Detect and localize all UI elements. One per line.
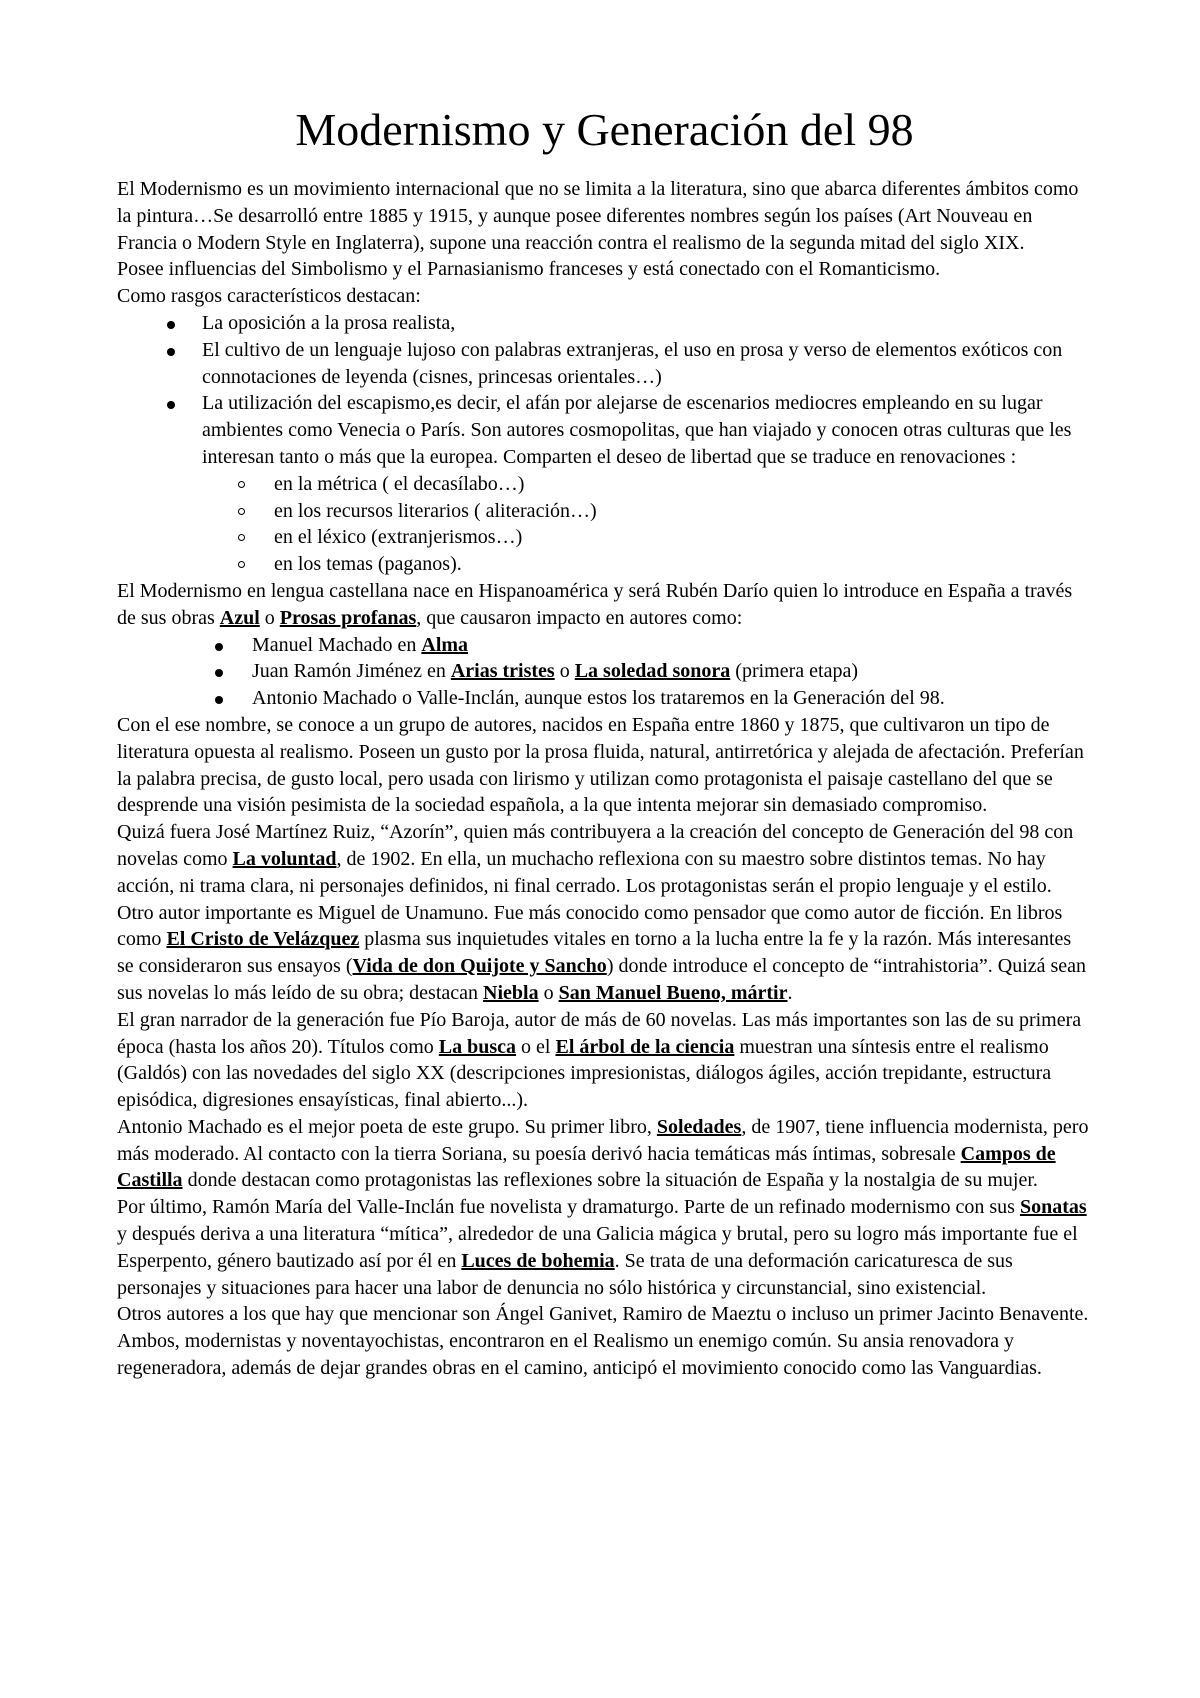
paragraph-conclusion: Ambos, modernistas y noventayochistas, encontraron en el Realismo un enemigo común. Su ansia renovadora y regeneradora, además de dejar grandes obras en el camino, anticipó el movimiento conocido como las Vanguardias. bbox=[117, 1330, 1042, 1380]
circle-bullet-icon bbox=[238, 508, 245, 515]
book-title: Arias tristes bbox=[450, 660, 555, 683]
bullet-icon bbox=[215, 643, 223, 651]
bullet-icon bbox=[167, 321, 175, 329]
bullet-icon bbox=[215, 696, 223, 704]
renovations-sublist bbox=[117, 471, 1092, 578]
book-title: Soledades bbox=[656, 1115, 742, 1138]
list-item: Manuel Machado en Alma bbox=[117, 632, 1092, 659]
list-item: La oposición a la prosa realista, bbox=[117, 310, 1092, 337]
paragraph-unamuno: Otro autor importante es Miguel de Unamuno. Fue más conocido como pensador que como autor de ficción. En libros como El Cristo de Velázquez plasma sus inquietudes vitales en torno a la lucha entre la fe y la razón. Más interesantes se consideraron sus ensayos (Vida de don Quijote y Sancho) donde introduce el concepto de “intrahistoria”. Quizá sean sus novelas lo más leído de su obra; destacan Niebla o San Manuel Bueno, mártir. bbox=[117, 901, 1087, 1004]
book-title: Campos de Castilla bbox=[117, 1142, 1056, 1192]
paragraph-spanish-modernism: El Modernismo en lengua castellana nace en Hispanoamérica y será Rubén Darío quien lo introduce en España a través de sus obras Azul o Prosas profanas, que causaron impacto en autores como: bbox=[117, 579, 1073, 629]
list-item: La utilización del escapismo,es decir, el afán por alejarse de escenarios mediocres empleando en su lugar ambientes como Venecia o París. Son autores cosmopolitas, que han viajado y conocen otras culturas que les interesan tanto o más que la europea. Comparten el deseo de libertad que se traduce en renovaciones : bbox=[117, 390, 1092, 470]
paragraph-features-intro: Como rasgos característicos destacan: bbox=[117, 285, 421, 308]
book-title: La soledad sonora bbox=[574, 660, 731, 683]
book-title: Prosas profanas bbox=[279, 606, 417, 629]
sublist-item: en el léxico (extranjerismos…) bbox=[117, 524, 1092, 551]
paragraph-machado: Antonio Machado es el mejor poeta de este grupo. Su primer libro, Soledades, de 1907, tiene influencia modernista, pero más moderado. Al contacto con la tierra Soriana, su poesía derivó hacia temáticas más íntimas, sobresale Campos de Castilla donde destacan como protagonistas las reflexiones sobre la situación de España y la nostalgia de su mujer. bbox=[117, 1115, 1089, 1192]
book-title: Sonatas bbox=[1019, 1196, 1087, 1219]
list-item: Juan Ramón Jiménez en Arias tristes o La soledad sonora (primera etapa) bbox=[117, 658, 1092, 685]
sublist-item: en la métrica ( el decasílabo…) bbox=[117, 471, 1092, 498]
sublist-item: en los recursos literarios ( aliteración…) bbox=[117, 498, 1092, 525]
book-title: Azul bbox=[219, 606, 260, 629]
bullet-icon bbox=[215, 669, 223, 677]
book-title: Luces de bohemia bbox=[461, 1249, 615, 1272]
paragraph-intro: El Modernismo es un movimiento internacional que no se limita a la literatura, sino que abarca diferentes ámbitos como la pintura…Se desarrolló entre 1885 y 1915, y aunque posee diferentes nombres según los países (Art Nouveau en Francia o Modern Style en Inglaterra), supone una reacción contra el realismo de la segunda mitad del siglo XIX. bbox=[117, 178, 1079, 254]
paragraph-influences: Posee influencias del Simbolismo y el Parnasianismo franceses y está conectado con el Romanticismo. bbox=[117, 258, 941, 281]
circle-bullet-icon bbox=[238, 481, 245, 488]
book-title: La busca bbox=[438, 1035, 517, 1058]
features-list bbox=[117, 310, 1092, 471]
paragraph-valle-inclan: Por último, Ramón María del Valle-Inclán fue novelista y dramaturgo. Parte de un refinado modernismo con sus Sonatas y después deriva a una literatura “mítica”, alrededor de una Galicia mágica y brutal, pero su logro más importante fue el Esperpento, género bautizado así por él en Luces de bohemia. Se trata de una deformación caricaturesca de sus personajes y situaciones para hacer una labor de denuncia no sólo histórica y circunstancial, sino existencial. bbox=[117, 1196, 1087, 1299]
book-title: El árbol de la ciencia bbox=[555, 1035, 735, 1058]
circle-bullet-icon bbox=[238, 534, 245, 541]
list-item: Antonio Machado o Valle-Inclán, aunque estos los trataremos en la Generación del 98. bbox=[117, 685, 1092, 712]
book-title: La voluntad bbox=[232, 847, 337, 870]
book-title: Vida de don Quijote y Sancho bbox=[352, 955, 607, 978]
book-title: San Manuel Bueno, mártir bbox=[558, 981, 788, 1004]
paragraph-azorin: Quizá fuera José Martínez Ruiz, “Azorín”, quien más contribuyera a la creación del concepto de Generación del 98 con novelas como La voluntad, de 1902. En ella, un muchacho reflexiona con su maestro sobre distintos temas. No hay acción, ni trama clara, ni personajes definidos, ni final cerrado. Los protagonistas serán el propio lenguaje y el estilo. bbox=[117, 821, 1074, 897]
book-title: El Cristo de Velázquez bbox=[166, 928, 360, 951]
book-title: Alma bbox=[421, 633, 469, 656]
authors-list bbox=[117, 632, 1092, 712]
book-title: Niebla bbox=[483, 981, 539, 1004]
document-title: Modernismo y Generación del 98 bbox=[295, 104, 914, 155]
document-page bbox=[117, 100, 1092, 1382]
paragraph-generation-98: Con el ese nombre, se conoce a un grupo de autores, nacidos en España entre 1860 y 1875, que cultivaron un tipo de literatura opuesta al realismo. Poseen un gusto por la prosa fluida, natural, antirretórica y alejada de afectación. Preferían la palabra precisa, de gusto local, pero usada con lirismo y utilizan como protagonista el paisaje castellano del que se desprende una visión pesimista de la sociedad española, a la que intenta mejorar sin demasiado compromiso. bbox=[117, 713, 1084, 817]
list-item: El cultivo de un lenguaje lujoso con palabras extranjeras, el uso en prosa y verso de elementos exóticos con connotaciones de leyenda (cisnes, princesas orientales…) bbox=[117, 337, 1092, 391]
paragraph-baroja: El gran narrador de la generación fue Pío Baroja, autor de más de 60 novelas. Las más importantes son las de su primera época (hasta los años 20). Títulos como La busca o el El árbol de la ciencia muestran una síntesis entre el realismo (Galdós) con las novedades del siglo XX (descripciones impresionistas, diálogos ágiles, acción trepidante, estructura episódica, digresiones ensayísticas, final abierto...). bbox=[117, 1008, 1082, 1112]
paragraph-other-authors: Otros autores a los que hay que mencionar son Ángel Ganivet, Ramiro de Maeztu o incluso un primer Jacinto Benavente. bbox=[117, 1303, 1089, 1326]
sublist-item: en los temas (paganos). bbox=[117, 551, 1092, 578]
bullet-icon bbox=[167, 348, 175, 356]
bullet-icon bbox=[167, 401, 175, 409]
circle-bullet-icon bbox=[238, 561, 245, 568]
